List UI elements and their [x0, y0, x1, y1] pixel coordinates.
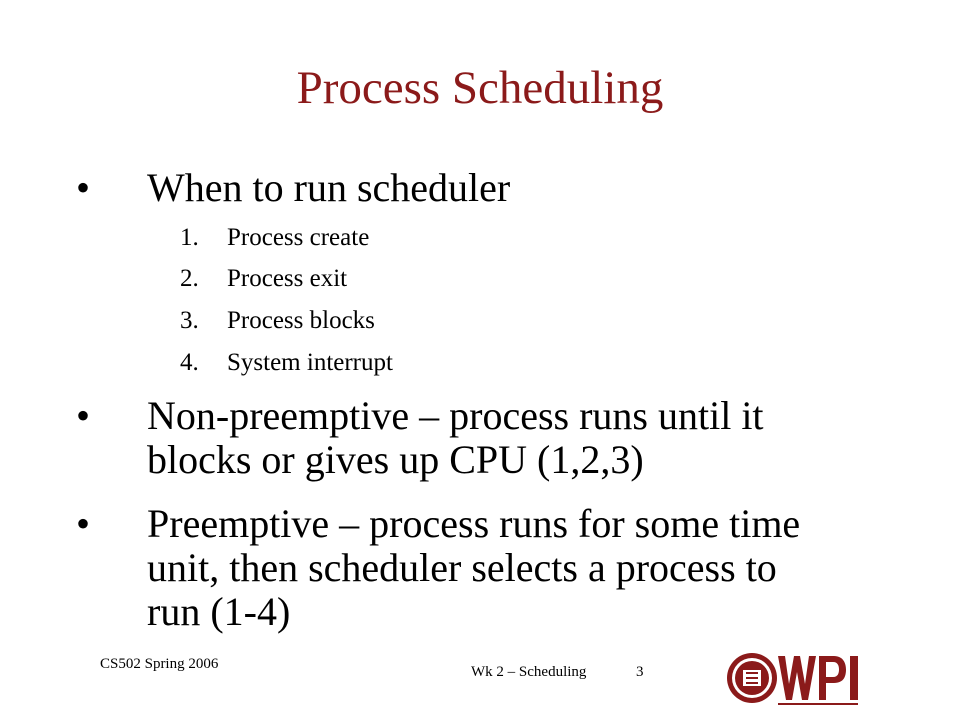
item-number: 4.	[180, 349, 199, 376]
bullet-line: Non-preemptive – process runs until it	[147, 393, 764, 438]
item-text: Process blocks	[227, 307, 375, 334]
bullet-marker: •	[76, 165, 91, 210]
wpi-logo-icon	[726, 648, 864, 708]
wpi-underline-icon	[778, 703, 858, 705]
item-text: Process exit	[227, 265, 348, 292]
bullet-line: Preemptive – process runs for some time	[147, 501, 801, 546]
footer-topic: Wk 2 – Scheduling	[471, 664, 587, 680]
wpi-letter-i-icon	[850, 656, 858, 700]
footer-course: CS502 Spring 2006	[100, 656, 219, 672]
item-number: 3.	[180, 307, 199, 334]
slide-title: Process Scheduling	[296, 62, 664, 114]
wpi-letter-p-icon	[819, 656, 846, 700]
bullet-text: When to run scheduler	[147, 165, 511, 210]
item-text: System interrupt	[227, 349, 393, 376]
bullet-marker: •	[76, 501, 91, 546]
item-number: 1.	[180, 224, 199, 251]
item-number: 2.	[180, 265, 199, 292]
wpi-letter-w-icon	[778, 656, 816, 700]
bullet-line: blocks or gives up CPU (1,2,3)	[147, 437, 644, 482]
bullet-line: unit, then scheduler selects a process to	[147, 545, 777, 590]
bullet-marker: •	[76, 393, 91, 438]
item-text: Process create	[227, 224, 370, 251]
bullet-line: run (1-4)	[147, 589, 291, 634]
page-number: 3	[636, 664, 644, 680]
